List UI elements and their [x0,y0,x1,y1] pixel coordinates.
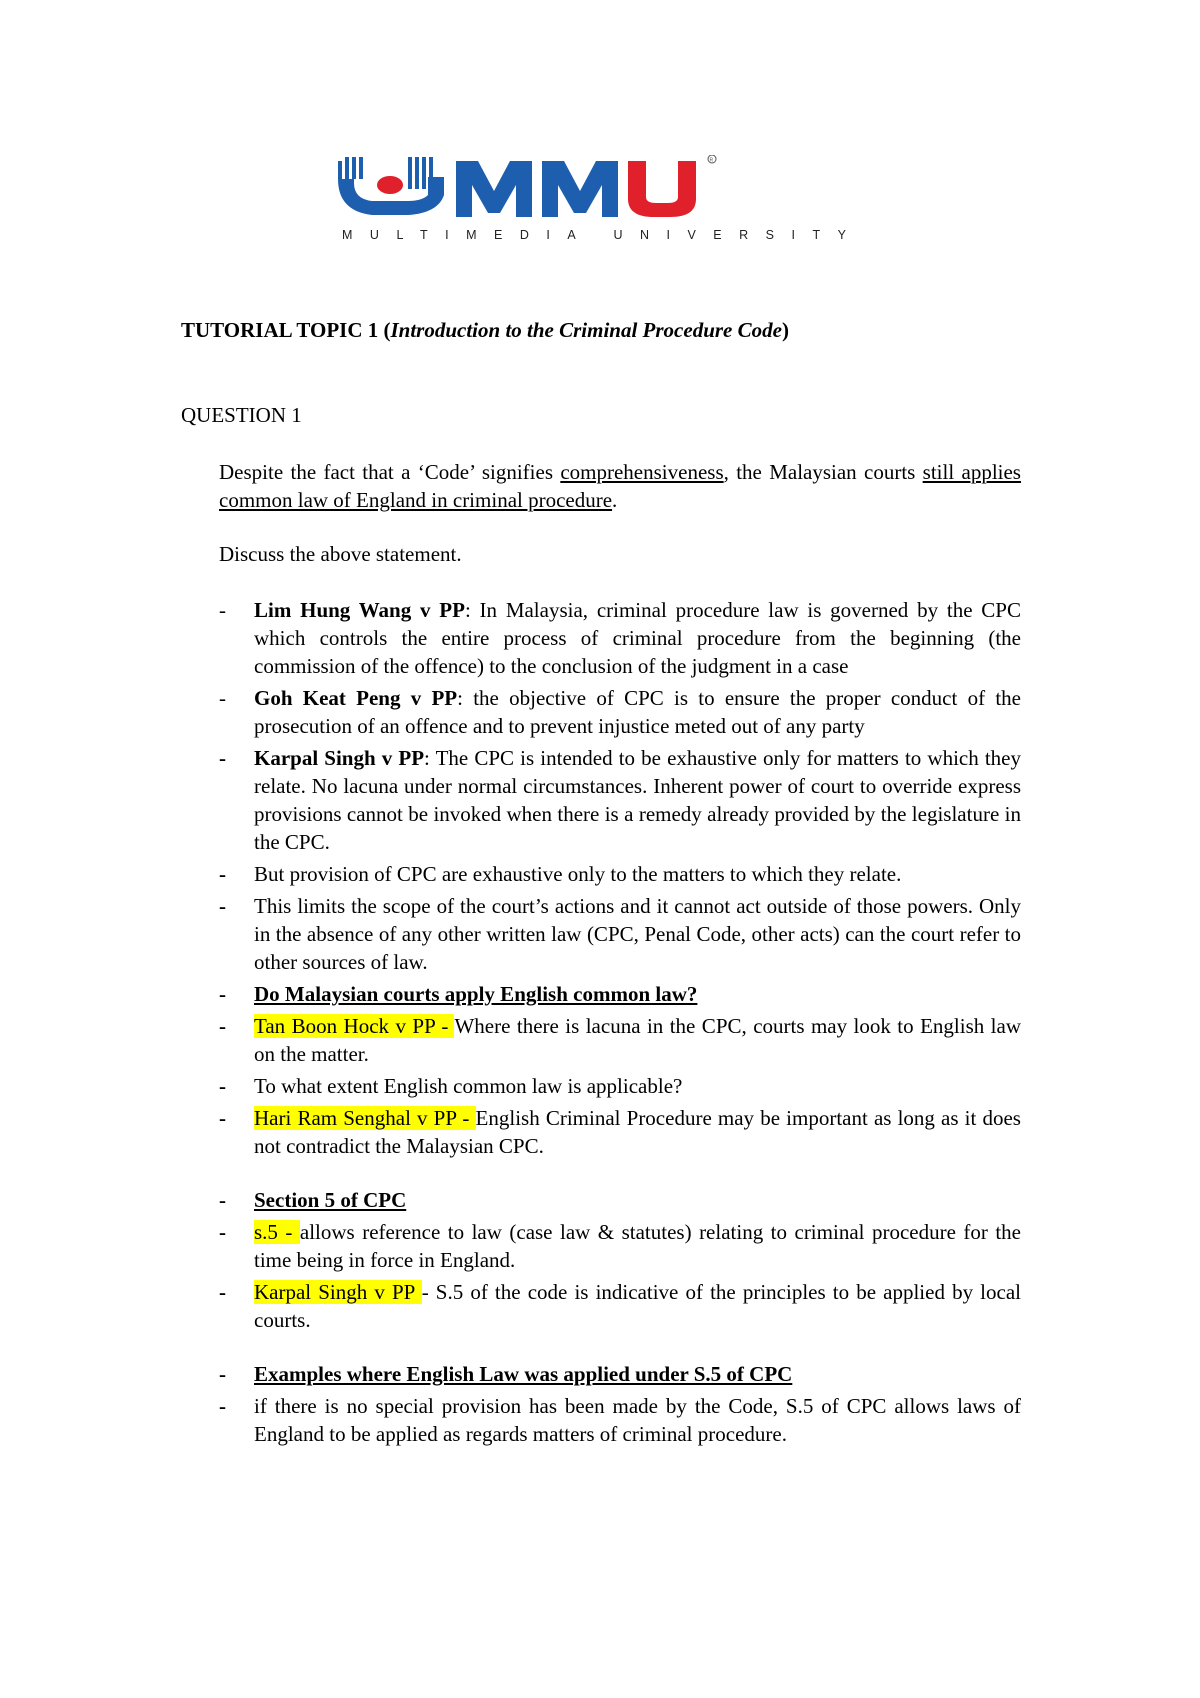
highlighted-case: Karpal Singh v PP [254,1280,422,1304]
statement-underline: still applies common law of England in criminal procedure [219,460,1021,512]
section-heading: Examples where English Law was applied under S.5 of CPC [254,1362,793,1386]
list-item [219,1360,1021,1388]
bullet-text: - S.5 of the code is indicative of the principles to be applied by local courts. [254,1280,1021,1332]
bullet-dash: - [219,598,226,622]
section-heading: Do Malaysian courts apply English common law? [254,982,698,1006]
bullet-text: allows reference to law (case law & statutes) relating to criminal procedure for the time being in force in England. [254,1220,1022,1272]
bullet-dash: - [219,686,226,710]
bullet-text: if there is no special provision has been made by the Code, S.5 of CPC allows laws of England to be applied as regards matters of criminal procedure. [254,1394,1021,1446]
bullet-text: : In Malaysia, criminal procedure law is governed by the CPC which controls the entire process of criminal procedure from the beginning (the commission of the offence) to the conclusion of the judgment in a case [254,598,1021,678]
bullet-dash: - [219,894,226,918]
statement-text: Despite the fact that a ‘Code’ signifies [219,460,561,484]
logo-tagline: MULTIMEDIA UNIVERSITY [342,228,864,242]
list-item [219,744,1021,856]
bullet-dash: - [219,1106,226,1130]
bullet-dash: - [219,1220,226,1244]
question-statement [219,458,1021,514]
bullet-text: But provision of CPC are exhaustive only to the matters to which they relate. [254,862,902,886]
list-item [219,684,1021,740]
list-item [219,1072,1021,1100]
case-name: Lim Hung Wang v PP [254,598,465,622]
list-item [219,1278,1021,1334]
list-item [219,860,1021,888]
section-heading: Section 5 of CPC [254,1188,407,1212]
list-item [219,1218,1021,1274]
statement-text: , the Malaysian courts [723,460,923,484]
title-suffix: ) [781,318,789,342]
highlighted-case: Tan Boon Hock v PP - [254,1014,455,1038]
list-item [219,596,1021,680]
case-name: Karpal Singh v PP [254,746,425,770]
list-item [219,1104,1021,1160]
question-heading: QUESTION 1 [181,403,302,427]
bullet-dash: - [219,1014,226,1038]
bullet-text: This limits the scope of the court’s actions and it cannot act outside of those powers. Only in the absence of any other written law (CPC, Penal Code, other acts) can the court refer to other sources of law. [254,894,1021,974]
bullet-dash: - [219,746,226,770]
discuss-instruction: Discuss the above statement. [219,542,462,566]
highlighted-case: s.5 - [254,1220,300,1244]
list-item [219,1186,1021,1214]
title-prefix: TUTORIAL TOPIC 1 ( [181,318,391,342]
bullet-dash: - [219,1362,226,1386]
logo-emblem-icon [338,157,444,215]
bullet-dash: - [219,862,226,886]
bullet-text: English Criminal Procedure may be important as long as it does not contradict the Malaysian CPC. [254,1106,1021,1158]
case-name: Goh Keat Peng v PP [254,686,458,710]
page-title [181,318,789,343]
list-item [219,980,1021,1008]
list-item [219,1012,1021,1068]
highlighted-case: Hari Ram Senghal v PP - [254,1106,476,1130]
bullet-dash: - [219,1188,226,1212]
title-italic: Introduction to the Criminal Procedure Code [390,318,782,342]
statement-underline: comprehensiveness [560,460,724,484]
svg-text:R: R [709,157,714,164]
answer-bullet-list [219,596,1021,1452]
bullet-dash: - [219,1074,226,1098]
list-item [219,1392,1021,1448]
bullet-dash: - [219,1394,226,1418]
statement-text: . [612,488,618,512]
bullet-text: Where there is lacuna in the CPC, courts may look to English law on the matter. [254,1014,1021,1066]
bullet-text: To what extent English common law is applicable? [254,1074,683,1098]
mmu-logo [338,155,884,247]
bullet-dash: - [219,982,226,1006]
bullet-dash: - [219,1280,226,1304]
bullet-text: : the objective of CPC is to ensure the proper conduct of the prosecution of an offence and to prevent injustice meted out of any party [254,686,1021,738]
bullet-text: : The CPC is intended to be exhaustive only for matters to which they relate. No lacuna under normal circumstances. Inherent power of court to override express provisions cannot be invoked when there is a remedy already provided by the legislature in the CPC. [254,746,1021,854]
list-item [219,892,1021,976]
